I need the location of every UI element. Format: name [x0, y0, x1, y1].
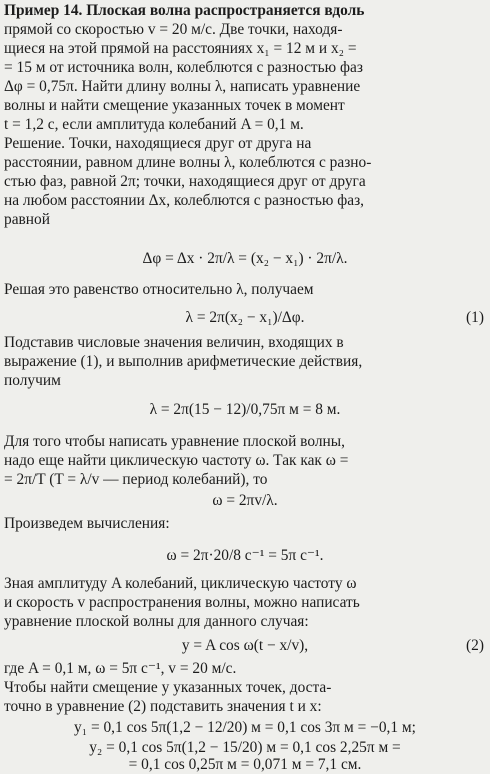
equation-2-number: (2) [466, 637, 484, 654]
equation-lambda-value: λ = 2π(15 − 12)/0,75π м = 8 м. [149, 401, 341, 418]
wave-line-1: Зная амплитуду A колебаний, циклическую частоту ω [4, 575, 357, 592]
text-where: где A = 0,1 м, ω = 5π с⁻¹, v = 20 м/с. [4, 660, 237, 677]
solution-line-3: стью фаз, равной 2π; точки, находящиеся друг от друга [4, 173, 366, 190]
equation-1: λ = 2π(x₂ − x₁)/Δφ. [185, 309, 305, 326]
solution-line-1: Решение. Точки, находящиеся друг от друга на [4, 135, 312, 152]
solution-line-2: расстоянии, равном длине волны λ, колеблются с разно- [4, 154, 372, 171]
equation-1-row [4, 308, 486, 327]
omega-line-3: = 2π/T (T = λ/v — период колебаний), то [4, 471, 268, 488]
text-solving: Решая это равенство относительно λ, получаем [4, 281, 314, 298]
equation-y2-part-2: = 0,1 cos 0,25π м = 0,071 м = 7,1 см. [128, 756, 362, 773]
solution-line-5: равной [4, 211, 50, 228]
equation-omega-value: ω = 2π·20/8 с⁻¹ = 5π с⁻¹. [166, 547, 324, 564]
text-calculation: Произведем вычисления: [4, 515, 170, 532]
equation-phase-difference: Δφ = Δx · 2π/λ = (x₂ − x₁) · 2π/λ. [142, 250, 348, 267]
problem-line-1: Пример 14. Плоская волна распространяется вдоль [4, 2, 365, 19]
substitution-line-1: Подставив числовые значения величин, входящих в [4, 334, 344, 351]
wave-line-2: и скорость v распространения волны, можно написать [4, 594, 360, 611]
displacement-line-2: точно в уравнение (2) подставить значения t и x: [4, 698, 322, 715]
equation-2-row [4, 636, 486, 655]
omega-line-1: Для того чтобы написать уравнение плоской волны, [4, 433, 345, 450]
displacement-line-1: Чтобы найти смещение y указанных точек, доста- [4, 679, 332, 696]
omega-line-2: надо еще найти циклическую частоту ω. Так как ω = [4, 452, 349, 469]
wave-line-3: уравнение плоской волны для данного случая: [4, 613, 309, 630]
problem-line-4: = 15 м от источника волн, колеблются с разностью фаз [4, 59, 363, 76]
problem-line-7: t = 1,2 с, если амплитуда колебаний A = 0,1 м. [4, 116, 304, 133]
equation-2: y = A cos ω(t − x/v), [181, 637, 309, 654]
problem-line-5: Δφ = 0,75π. Найти длину волны λ, написать уравнение [4, 78, 361, 95]
equation-omega: ω = 2πv/λ. [212, 492, 278, 509]
substitution-line-2: выражение (1), и выполнив арифметические действия, [4, 353, 363, 370]
equation-y1: y₁ = 0,1 cos 5π(1,2 − 12/20) м = 0,1 cos 3π м = −0,1 м; [74, 719, 416, 736]
problem-line-3: щиеся на этой прямой на расстояниях x₁ = 12 м и x₂ = [4, 40, 357, 57]
equation-1-number: (1) [466, 309, 484, 326]
problem-line-2: прямой со скоростью v = 20 м/с. Две точки, находя- [4, 21, 343, 38]
substitution-line-3: получим [4, 372, 61, 389]
equation-y2-part-1: y₂ = 0,1 cos 5π(1,2 − 15/20) м = 0,1 cos 2,25π м = [89, 739, 401, 756]
problem-line-6: волны и найти смещение указанных точек в момент [4, 97, 345, 114]
solution-line-4: на любом расстоянии Δx, колеблются с разностью фаз, [4, 192, 364, 209]
